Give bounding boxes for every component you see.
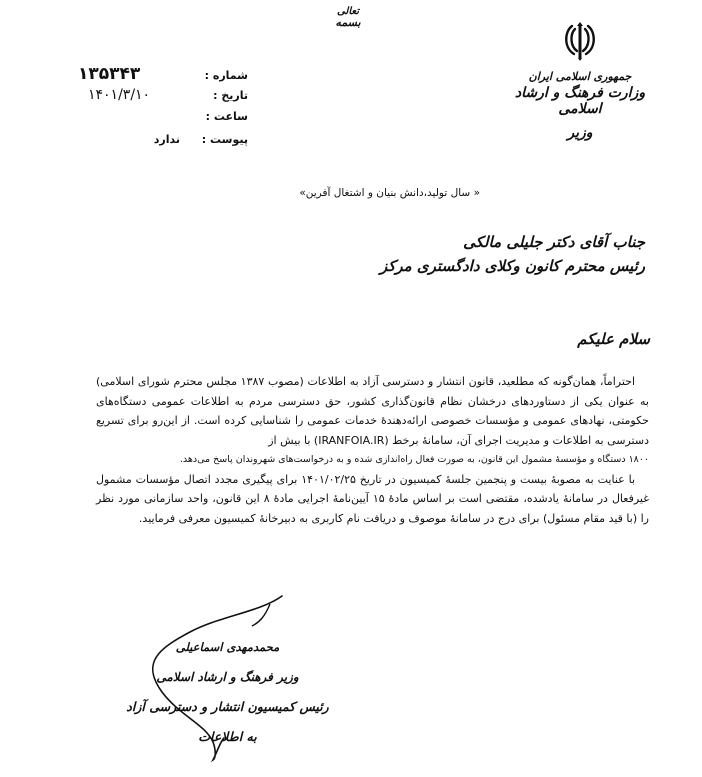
office-title: وزیر <box>567 125 593 141</box>
attachment-label: پیوست : <box>201 133 248 146</box>
republic-title: جمهوری اسلامی ایران <box>528 70 632 83</box>
attachment-value: ندارد <box>153 133 180 146</box>
body-paragraph-1: احتراماً، همان‌گونه که مطلعید، قانون انتشار و دسترسی آزاد به اطلاعات (مصوب ۱۳۸۷ مجلس محترم شورای اسلامی) به عنوان یکی از دستاوردهای درخشان نظام قانون‌گذاری کشور، حق دسترسی مردم به اطلاعات عمومی دستگاه‌های حکومتی، نهادهای عمومی و مؤسسات خصوصی ارائه‌دهندهٔ خدمات عمومی را شناسایی کرده است. از این‌رو برای تسریع دسترسی به اطلاعات و مدیریت اجرای آن، سامانهٔ برخط (IRANFOIA.IR) با بیش از <box>96 375 649 447</box>
ministry-letterhead <box>505 20 655 141</box>
number-value: ۱۳۵۳۴۳ <box>78 64 141 84</box>
date-value: ۱۴۰۱/۳/۱۰ <box>88 87 151 103</box>
number-label: شماره : <box>204 69 248 82</box>
addressee-block <box>300 230 645 278</box>
letter-meta <box>78 64 248 156</box>
invocation-line-2: بسمه <box>335 16 361 29</box>
letter-body <box>96 372 649 528</box>
signature-block <box>120 632 335 752</box>
ministry-title: وزارت فرهنگ و ارشاد اسلامی <box>514 85 646 117</box>
invocation-heading <box>318 6 378 28</box>
date-label: تاریخ : <box>213 89 248 102</box>
signatory-name: محمدمهدی اسماعیلی <box>175 640 280 654</box>
invocation-line-1: تعالی <box>336 6 360 17</box>
addressee-name: جناب آقای دکتر جلیلی مالکی <box>463 233 645 251</box>
body-paragraph-2: با عنایت به مصوبهٔ بیست و پنجمین جلسهٔ کمیسیون در تاریخ ۱۴۰۱/۰۲/۲۵ برای پیگیری مجدد اتصال مؤسسات مشمول غیرفعال در سامانهٔ یادشده، مقتضی است بر اساس مادهٔ ۱۵ آیین‌نامهٔ اجرایی مادهٔ ۸ این قانون، واحد سازمانی مورد نظر را (با قید مقام مسئول) برای درج در سامانهٔ موصوف و دریافت نام کاربری به دبیرخانهٔ کمیسیون معرفی فرمایید. <box>96 472 649 525</box>
meta-time-row <box>78 110 248 133</box>
year-slogan: « سال تولید،دانش بنیان و اشتغال آفرین» <box>299 187 480 199</box>
iran-emblem-icon <box>562 20 598 62</box>
meta-attachment-row <box>78 133 248 156</box>
signatory-title-2: رئیس کمیسیون انتشار و دسترسی آزاد به اطلاعات <box>126 699 329 744</box>
meta-number-row <box>78 64 248 87</box>
body-paragraph-1-continued: ۱۸۰۰ دستگاه و مؤسسهٔ مشمول این قانون، به صورت فعال راه‌اندازی شده و به درخواست‌های شهروندان پاسخ می‌دهد. <box>179 454 649 465</box>
addressee-title: رئیس محترم کانون وکلای دادگستری مرکز <box>379 257 645 275</box>
time-label: ساعت : <box>205 110 248 123</box>
salutation: سلام علیکم <box>577 330 650 348</box>
signatory-title-1: وزیر فرهنگ و ارشاد اسلامی <box>156 670 299 684</box>
meta-date-row <box>78 87 248 110</box>
